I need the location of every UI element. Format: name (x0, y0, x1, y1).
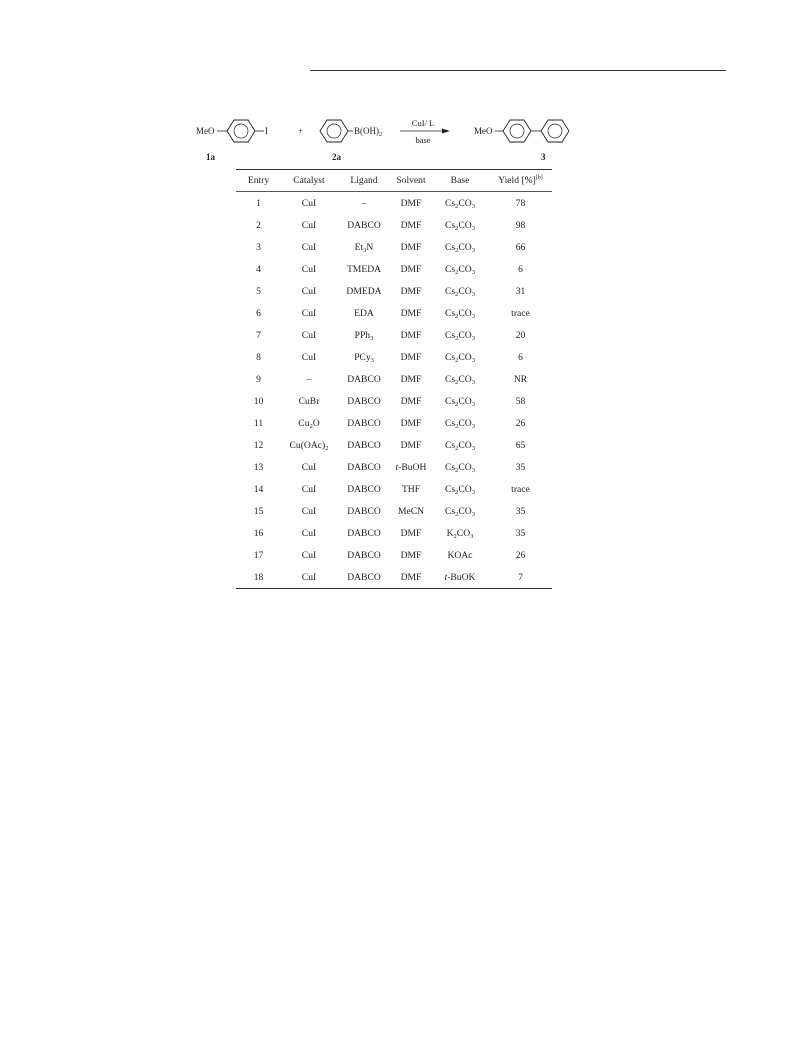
table-row (236, 192, 552, 215)
cell-base: $Cs_2CO_3$ (445, 483, 475, 496)
cell-catalyst: CuI (301, 483, 317, 495)
plus-sign: + (298, 126, 304, 136)
cell-entry: 12 (253, 439, 264, 451)
cell-entry: 5 (256, 285, 261, 297)
table-row (236, 258, 552, 280)
cell-yield: 26 (515, 417, 526, 429)
cell-solvent: DMF (400, 219, 422, 231)
table-row (236, 566, 552, 589)
cell-ligand: DABCO (347, 527, 381, 539)
product-label: 3 (541, 152, 546, 162)
cell-entry: 14 (253, 483, 264, 495)
table-row (236, 390, 552, 412)
top-rule (310, 70, 726, 71)
cell-base: $Cs_2CO_3$ (445, 439, 475, 452)
header-solvent: Solvent (391, 170, 431, 192)
cell-yield: 6 (518, 263, 523, 275)
cell-entry: 7 (256, 329, 261, 341)
table-row (236, 346, 552, 368)
cell-yield: 65 (515, 439, 526, 451)
reaction-scheme (196, 110, 596, 170)
cell-base: $Cs_2CO_3$ (445, 373, 475, 386)
reaction-scheme-drawing (196, 110, 596, 170)
cell-entry: 15 (253, 505, 264, 517)
cell-base: $Cs_2CO_3$ (445, 241, 475, 254)
optimization-table (236, 169, 552, 589)
cell-catalyst: CuI (301, 197, 317, 209)
cell-entry: 10 (253, 395, 264, 407)
cell-solvent: t-BuOH (395, 461, 427, 473)
cell-solvent: DMF (400, 307, 422, 319)
reactant1-label: 1a (206, 152, 215, 162)
cell-catalyst: CuI (301, 285, 317, 297)
benzene-ring-2 (320, 120, 348, 142)
cell-ligand: TMEDA (346, 263, 382, 275)
cell-entry: 8 (256, 351, 261, 363)
benzene-ring-4 (541, 120, 569, 142)
cell-catalyst: CuI (301, 307, 317, 319)
cell-base: $Cs_2CO_3$ (445, 395, 475, 408)
cell-base: $Cs_2CO_3$ (445, 197, 475, 210)
table-row (236, 324, 552, 346)
cell-catalyst: CuI (301, 263, 317, 275)
table-row (236, 434, 552, 456)
cell-base: $Cs_2CO_3$ (445, 263, 475, 276)
cell-ligand: DABCO (347, 505, 381, 517)
cell-entry: 1 (256, 197, 261, 209)
cell-ligand: DMEDA (346, 285, 382, 297)
table-body (236, 192, 552, 589)
cell-solvent: DMF (400, 285, 422, 297)
cell-entry: 16 (253, 527, 264, 539)
table-row (236, 368, 552, 390)
table-row (236, 522, 552, 544)
cell-yield: 26 (515, 549, 526, 561)
cell-solvent: THF (401, 483, 421, 495)
cell-catalyst: CuI (301, 351, 317, 363)
table-row (236, 500, 552, 522)
product-group: MeO (474, 126, 493, 136)
cell-ligand: DABCO (347, 395, 381, 407)
cell-catalyst: $Cu_2O$ (298, 417, 320, 430)
cell-catalyst: CuI (301, 219, 317, 231)
benzene-ring-3 (503, 120, 531, 142)
cell-solvent: MeCN (397, 505, 425, 517)
header-ligand: Ligand (337, 170, 391, 192)
cell-ligand: DABCO (347, 483, 381, 495)
cell-catalyst: CuI (301, 241, 317, 253)
header-catalyst: Catalyst (281, 170, 337, 192)
cell-entry: 18 (253, 571, 264, 583)
cell-ligand: DABCO (347, 417, 381, 429)
cell-base: t-BuOK (444, 571, 476, 583)
cell-base: $Cs_2CO_3$ (445, 505, 475, 518)
header-yield-footnote: [b] (535, 175, 543, 181)
cell-ligand: DABCO (347, 219, 381, 231)
cell-yield: 20 (515, 329, 526, 341)
cell-base: $Cs_2CO_3$ (445, 219, 475, 232)
cell-catalyst: CuI (301, 527, 317, 539)
cell-yield: NR (513, 373, 528, 385)
cell-base: $Cs_2CO_3$ (445, 329, 475, 342)
cell-yield: 58 (515, 395, 526, 407)
conditions-catalyst: CuI/ L (411, 118, 435, 128)
cell-catalyst: CuBr (298, 395, 320, 407)
cell-entry: 4 (256, 263, 261, 275)
cell-catalyst: – (306, 373, 312, 385)
cell-ligand: EDA (354, 307, 374, 319)
cell-catalyst: $Cu(OAc)_2$ (289, 439, 329, 452)
cell-entry: 13 (253, 461, 264, 473)
reactant1-group: MeO (196, 126, 215, 136)
cell-yield: 78 (515, 197, 526, 209)
reactant2-group: $B(OH)_2$ (354, 126, 383, 138)
cell-base: $K_2CO_3$ (446, 527, 474, 540)
cell-ligand: $Et_3N$ (354, 241, 374, 254)
cell-yield: trace (511, 483, 530, 495)
cell-solvent: DMF (400, 263, 422, 275)
cell-base: $Cs_2CO_3$ (445, 417, 475, 430)
table-row (236, 478, 552, 500)
cell-solvent: DMF (400, 571, 422, 583)
cell-solvent: DMF (400, 439, 422, 451)
cell-entry: 9 (256, 373, 261, 385)
cell-solvent: DMF (400, 241, 422, 253)
cell-entry: 6 (256, 307, 261, 319)
table-row (236, 412, 552, 434)
cell-entry: 2 (256, 219, 261, 231)
cell-base: $Cs_2CO_3$ (445, 307, 475, 320)
header-entry: Entry (236, 170, 281, 192)
cell-solvent: DMF (400, 395, 422, 407)
header-yield-label: Yield [%] (498, 175, 536, 186)
cell-yield: 7 (518, 571, 523, 583)
table-row (236, 280, 552, 302)
table-row (236, 214, 552, 236)
cell-catalyst: CuI (301, 571, 317, 583)
cell-ligand: DABCO (347, 439, 381, 451)
reactant1-iodine: I (265, 126, 268, 136)
reactant2-label: 2a (332, 152, 341, 162)
cell-yield: 6 (518, 351, 523, 363)
cell-solvent: DMF (400, 351, 422, 363)
cell-ligand: DABCO (347, 571, 381, 583)
cell-entry: 11 (253, 417, 264, 429)
cell-ligand: DABCO (347, 461, 381, 473)
table-row (236, 236, 552, 258)
benzene-ring-1 (227, 120, 255, 142)
cell-catalyst: CuI (301, 549, 317, 561)
table-row (236, 302, 552, 324)
cell-ligand: – (361, 197, 367, 209)
cell-yield: 35 (515, 527, 526, 539)
cell-solvent: DMF (400, 549, 422, 561)
cell-catalyst: CuI (301, 329, 317, 341)
cell-yield: 66 (515, 241, 526, 253)
cell-solvent: DMF (400, 197, 422, 209)
table-header-row (236, 170, 552, 192)
cell-solvent: DMF (400, 329, 422, 341)
cell-ligand: DABCO (347, 549, 381, 561)
cell-catalyst: CuI (301, 461, 317, 473)
cell-ligand: DABCO (347, 373, 381, 385)
cell-base: $Cs_2CO_3$ (445, 351, 475, 364)
table-row (236, 544, 552, 566)
cell-base: $Cs_2CO_3$ (445, 285, 475, 298)
cell-entry: 3 (256, 241, 261, 253)
cell-base: KOAc (447, 549, 473, 561)
header-base: Base (431, 170, 489, 192)
cell-yield: 98 (515, 219, 526, 231)
table-row (236, 456, 552, 478)
cell-solvent: DMF (400, 417, 422, 429)
cell-ligand: PPh$_3$ (354, 329, 374, 342)
cell-solvent: DMF (400, 527, 422, 539)
cell-yield: 35 (515, 461, 526, 473)
cell-solvent: DMF (400, 373, 422, 385)
cell-catalyst: CuI (301, 505, 317, 517)
cell-yield: 35 (515, 505, 526, 517)
cell-base: $Cs_2CO_3$ (445, 461, 475, 474)
conditions-base: base (415, 135, 431, 145)
cell-ligand: PCy$_3$ (354, 351, 374, 364)
header-yield (489, 170, 552, 192)
cell-yield: 31 (515, 285, 526, 297)
cell-entry: 17 (253, 549, 264, 561)
cell-yield: trace (511, 307, 530, 319)
